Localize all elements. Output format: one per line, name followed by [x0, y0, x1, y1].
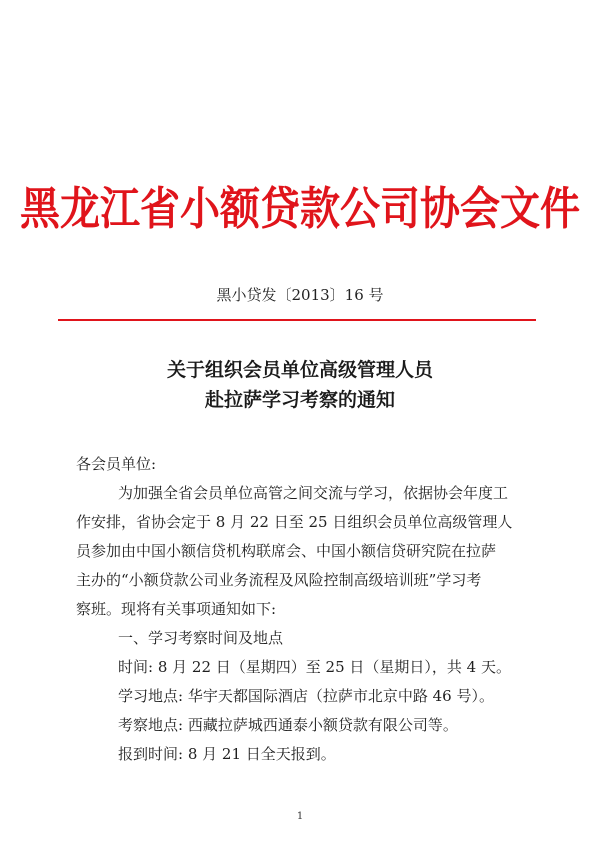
visit-location-item: 考察地点: 西藏拉萨城西通泰小额贷款有限公司等。 [118, 716, 458, 734]
paragraph-line: 为加强全省会员单位高管之间交流与学习，依据协会年度工 [118, 484, 509, 502]
registration-item: 报到时间: 8 月 21 日全天报到。 [118, 745, 336, 763]
study-location-item: 学习地点: 华宇天都国际酒店（拉萨市北京中路 46 号）。 [118, 687, 494, 705]
paragraph-line: 作安排，省协会定于 8 月 22 日至 25 日组织会员单位高级管理人 [76, 513, 513, 531]
time-item: 时间: 8 月 22 日（星期四）至 25 日（星期日），共 4 天。 [118, 658, 511, 676]
section-heading: 一、学习考察时间及地点 [118, 629, 284, 647]
paragraph-line: 员参加由中国小额信贷机构联席会、中国小额信贷研究院在拉萨 [76, 542, 497, 560]
red-divider-line [58, 319, 536, 321]
paragraph-line: 主办的“小额贷款公司业务流程及风险控制高级培训班”学习考 [76, 571, 482, 589]
masthead-title: 黑龙江省小额贷款公司协会文件 [20, 182, 580, 236]
page-number: 1 [296, 811, 304, 822]
paragraph-line: 察班。现将有关事项通知如下: [76, 600, 277, 618]
salutation: 各会员单位: [76, 455, 157, 473]
document-number: 黑小贷发〔2013〕16 号 [216, 286, 384, 304]
notice-body [76, 450, 540, 769]
notice-title-line-2: 赴拉萨学习考察的通知 [204, 389, 395, 411]
notice-title [0, 355, 600, 415]
notice-title-line-1: 关于组织会员单位高级管理人员 [166, 359, 433, 381]
